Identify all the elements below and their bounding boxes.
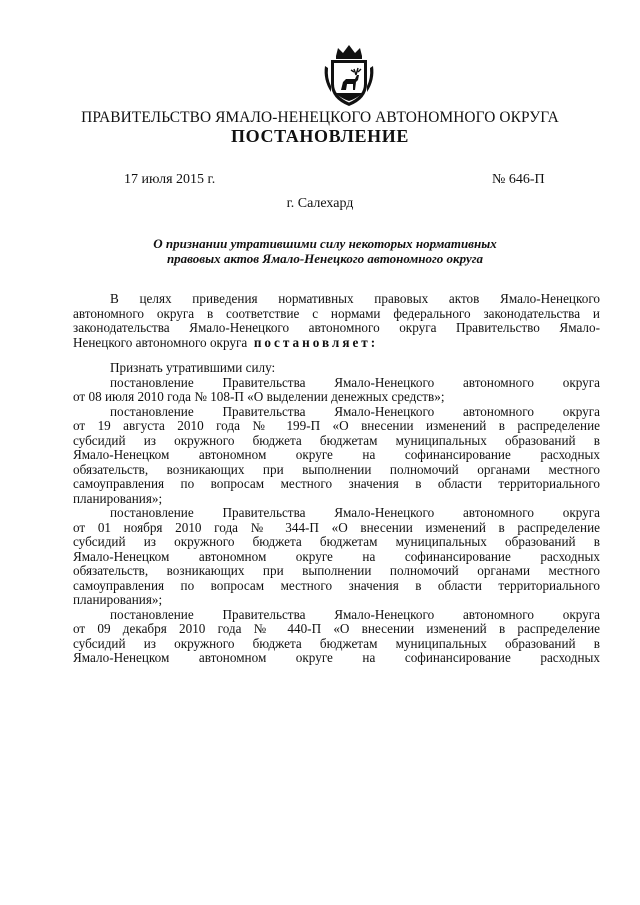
text-line: законодательства Ямало-Ненецкого автономного округа Правительство Ямало- [73, 320, 600, 335]
preamble-paragraph [73, 292, 600, 350]
text-line: самоуправления по вопросам местного значения в области территориального [73, 577, 600, 593]
document-type-title: ПОСТАНОВЛЕНИЕ [231, 126, 409, 146]
text-line: субсидий из окружного бюджета бюджетам муниципальных образований в [73, 635, 600, 651]
text-line: обязательств, возникающих при выполнении полномочий органами местного [73, 461, 600, 477]
intro-paragraph [73, 361, 600, 376]
text-line: Признать утратившими силу: [110, 360, 276, 375]
text-line: субсидий из окружного бюджета бюджетам муниципальных образований в [73, 534, 600, 549]
text-line: субсидий из окружного бюджета бюджетам муниципальных образований в [73, 432, 600, 448]
subject-line: О признании утратившими силу некоторых нормативных [153, 236, 497, 251]
text-line: Ямало-Ненецком автономном округе на софинансирование расходных [73, 650, 600, 665]
text-line: постановление Правительства Ямало-Ненецкого автономного округа [110, 606, 600, 622]
text-line: Ямало-Ненецком автономном округе на софинансирование расходных [73, 548, 600, 564]
document-subject [120, 236, 530, 266]
text-line: обязательств, возникающих при выполнении полномочий органами местного [73, 563, 600, 578]
text-line: от 19 августа 2010 года № 199-П «О внесении изменений в распределение [73, 418, 600, 433]
text-line [73, 336, 600, 351]
text-line: от 09 декабря 2010 года № 440-П «О внесении изменений в распределение [73, 621, 600, 636]
list-item [73, 506, 600, 608]
text-line: планирования»; [73, 592, 163, 607]
text-line: постановление Правительства Ямало-Ненецкого автономного округа [110, 374, 600, 390]
text-line: В целях приведения нормативных правовых актов Ямало-Ненецкого [110, 291, 600, 306]
organization-name: ПРАВИТЕЛЬСТВО ЯМАЛО-НЕНЕЦКОГО АВТОНОМНОГО ОКРУГА [81, 109, 559, 126]
text-line: планирования»; [73, 490, 163, 506]
text-line: постановление Правительства Ямало-Ненецкого автономного округа [110, 505, 600, 520]
preamble-last-text: Ненецкого автономного округа [73, 334, 248, 350]
text-line: постановление Правительства Ямало-Ненецкого автономного округа [110, 403, 600, 419]
text-line: от 08 июля 2010 года № 108-П «О выделении денежных средств»; [73, 389, 445, 404]
list-item [73, 376, 600, 405]
list-item [73, 405, 600, 507]
decree-word: постановляет: [253, 334, 379, 350]
list-item [73, 608, 600, 666]
text-line: самоуправления по вопросам местного значения в области территориального [73, 476, 600, 491]
document-city: г. Салехард [286, 196, 354, 211]
subject-line: правовых актов Ямало-Ненецкого автономного округа [166, 251, 484, 266]
text-line: Ямало-Ненецком автономном округе на софинансирование расходных [73, 447, 600, 462]
text-line: от 01 ноября 2010 года № 344-П «О внесении изменений в распределение [73, 519, 600, 535]
document-body [73, 292, 600, 666]
document-number: № 646-П [492, 172, 545, 187]
coat-of-arms-emblem [322, 42, 376, 108]
text-line: автономного округа в соответствие с нормами федерального законодательства и [73, 305, 600, 321]
document-date: 17 июля 2015 г. [124, 172, 216, 187]
